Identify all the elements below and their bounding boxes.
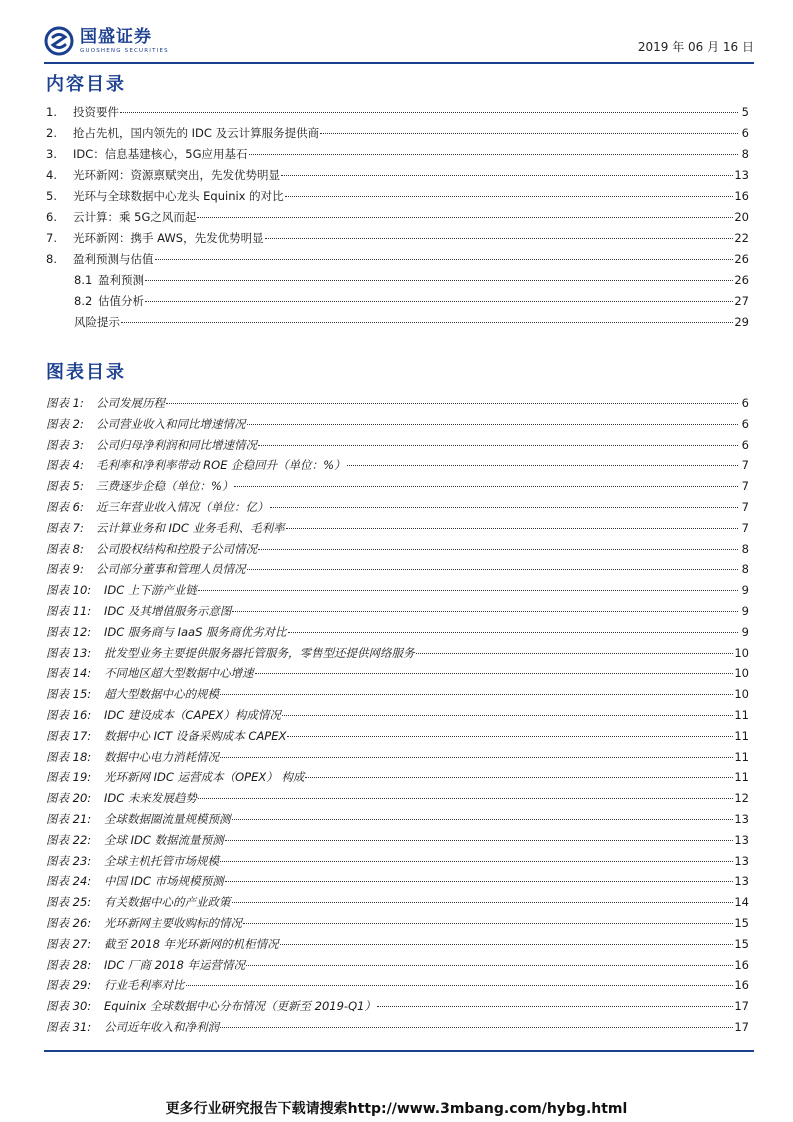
entry-page-number: 12	[734, 791, 749, 806]
entry-label: IDC 服务商与 IaaS 服务商优劣对比	[104, 624, 287, 639]
toc-entry[interactable]	[46, 293, 749, 314]
entry-number: 3.	[46, 147, 57, 161]
entry-number: 图表 6:	[46, 499, 84, 514]
dot-leader	[258, 445, 738, 446]
entry-number: 图表 20:	[46, 791, 92, 806]
entry-page-number: 15	[734, 915, 749, 930]
toc-heading: 内容目录	[46, 74, 126, 95]
entry-number: 图表 23:	[46, 853, 92, 868]
toc-entry[interactable]	[46, 769, 749, 790]
entry-label: 近三年营业收入情况（单位：亿）	[96, 499, 269, 514]
dot-leader	[280, 944, 734, 945]
toc-entry[interactable]	[46, 894, 749, 915]
entry-page-number: 26	[734, 273, 749, 287]
dot-leader	[225, 840, 734, 841]
toc-entry[interactable]	[46, 561, 749, 582]
entry-number: 图表 31:	[46, 1019, 92, 1034]
dot-leader	[121, 322, 733, 323]
toc-entry[interactable]	[46, 645, 749, 666]
entry-number: 5.	[46, 189, 57, 203]
entry-page-number: 13	[734, 168, 749, 182]
toc-entry[interactable]	[46, 416, 749, 437]
entry-page-number: 7	[741, 479, 749, 494]
dot-leader	[155, 259, 734, 260]
entry-label: 公司归母净利润和同比增速情况	[96, 437, 257, 452]
entry-page-number: 9	[741, 624, 749, 639]
guosheng-logo-icon	[44, 26, 74, 56]
entry-label: 盈利预测与估值	[73, 252, 154, 266]
dot-leader	[220, 694, 733, 695]
entry-number: 图表 14:	[46, 666, 92, 681]
entry-label: 有关数据中心的产业政策	[104, 895, 231, 910]
toc-entry[interactable]	[46, 686, 749, 707]
dot-leader	[255, 673, 734, 674]
entry-number: 图表 18:	[46, 749, 92, 764]
entry-label: 光环新网主要收购标的情况	[104, 915, 242, 930]
toc-entry[interactable]	[46, 209, 749, 230]
entry-page-number: 7	[741, 499, 749, 514]
dot-leader	[232, 819, 734, 820]
dot-leader	[145, 280, 733, 281]
entry-page-number: 13	[734, 853, 749, 868]
toc-entry[interactable]	[46, 230, 749, 251]
dot-leader	[416, 653, 734, 654]
entry-number: 图表 27:	[46, 936, 92, 951]
toc-entry[interactable]	[46, 272, 749, 293]
dot-leader	[220, 1027, 733, 1028]
logo-chinese-name: 国盛证券	[80, 26, 152, 47]
entry-page-number: 20	[734, 210, 749, 224]
dot-leader	[234, 486, 738, 487]
dot-leader	[247, 424, 739, 425]
toc-entry[interactable]	[46, 125, 749, 146]
entry-number: 8.2	[74, 294, 93, 308]
entry-label: IDC 建设成本（CAPEX）构成情况	[104, 707, 281, 722]
entry-number: 图表 24:	[46, 874, 92, 889]
toc-entry[interactable]	[46, 936, 749, 957]
dot-leader	[282, 715, 733, 716]
dot-leader	[166, 403, 738, 404]
entry-page-number: 7	[741, 458, 749, 473]
dot-leader	[198, 590, 738, 591]
toc-entry[interactable]	[46, 749, 749, 770]
entry-number: 4.	[46, 168, 57, 182]
entry-page-number: 13	[734, 832, 749, 847]
entry-label: 公司近年收入和净利润	[104, 1019, 219, 1034]
entry-page-number: 5	[741, 105, 749, 119]
entry-page-number: 26	[734, 252, 749, 266]
dot-leader	[232, 902, 734, 903]
dot-leader	[258, 549, 738, 550]
entry-number: 图表 13:	[46, 645, 92, 660]
entry-number: 图表 30:	[46, 999, 92, 1014]
toc-entry[interactable]	[46, 314, 749, 335]
entry-page-number: 6	[741, 437, 749, 452]
toc-entry[interactable]	[46, 998, 749, 1019]
toc-entry[interactable]	[46, 104, 749, 125]
dot-leader	[377, 1006, 733, 1007]
entry-label: 中国 IDC 市场规模预测	[104, 874, 224, 889]
entry-page-number: 11	[734, 770, 749, 785]
entry-label: 毛利率和净利率带动 ROE 企稳回升（单位：%）	[96, 458, 346, 473]
entry-label: IDC 及其增值服务示意图	[104, 603, 232, 618]
entry-page-number: 6	[741, 396, 749, 410]
entry-page-number: 27	[734, 294, 749, 308]
toc-entry[interactable]	[46, 728, 749, 749]
entry-page-number: 11	[734, 728, 749, 743]
dot-leader	[305, 777, 733, 778]
dot-leader	[249, 154, 738, 155]
toc-entry[interactable]	[46, 853, 749, 874]
dot-leader	[286, 528, 738, 529]
entry-page-number: 13	[734, 874, 749, 889]
entry-page-number: 16	[734, 957, 749, 972]
entry-page-number: 8	[741, 562, 749, 577]
toc-list	[46, 104, 749, 335]
entry-page-number: 13	[734, 811, 749, 826]
toc-entry[interactable]	[46, 395, 749, 416]
dot-leader	[197, 217, 733, 218]
entry-page-number: 6	[741, 416, 749, 431]
dot-leader	[198, 798, 733, 799]
entry-page-number: 22	[734, 231, 749, 245]
toc-entry[interactable]	[46, 832, 749, 853]
entry-label: 云计算：乘 5G之风而起	[73, 210, 197, 224]
entry-page-number: 9	[741, 603, 749, 618]
entry-number: 图表 3:	[46, 437, 84, 452]
entry-page-number: 11	[734, 707, 749, 722]
entry-page-number: 10	[734, 687, 749, 702]
entry-label: 估值分析	[98, 294, 144, 308]
entry-page-number: 6	[741, 126, 749, 140]
entry-page-number: 8	[741, 147, 749, 161]
entry-number: 图表 4:	[46, 458, 84, 473]
logo-english-name: GUOSHENG SECURITIES	[80, 47, 169, 54]
dot-leader	[288, 632, 738, 633]
entry-page-number: 11	[734, 749, 749, 764]
entry-number: 1.	[46, 105, 57, 119]
entry-label: 公司营业收入和同比增速情况	[96, 416, 246, 431]
toc-entry[interactable]	[46, 437, 749, 458]
entry-number: 图表 21:	[46, 811, 92, 826]
entry-label: 公司发展历程	[96, 396, 165, 410]
footer-divider	[44, 1050, 754, 1052]
header-divider	[44, 62, 754, 64]
entry-page-number: 16	[734, 189, 749, 203]
toc-entry[interactable]	[46, 624, 749, 645]
entry-label: 投资要件	[73, 105, 119, 119]
entry-number: 图表 8:	[46, 541, 84, 556]
entry-label: 风险提示	[74, 315, 120, 329]
toc-entry[interactable]	[46, 707, 749, 728]
entry-page-number: 16	[734, 978, 749, 993]
toc-entry[interactable]	[46, 499, 749, 520]
entry-label: 超大型数据中心的规模	[104, 687, 219, 702]
dot-leader	[287, 736, 733, 737]
entry-number: 图表 1:	[46, 396, 84, 410]
entry-number: 图表 29:	[46, 978, 92, 993]
entry-label: Equinix 全球数据中心分布情况（更新至 2019-Q1）	[104, 999, 376, 1014]
entry-number: 图表 10:	[46, 583, 92, 598]
entry-label: 全球数据圈流量规模预测	[104, 811, 231, 826]
dot-leader	[225, 881, 734, 882]
entry-label: IDC：信息基建核心，5G应用基石	[73, 147, 248, 161]
entry-label: 不同地区超大型数据中心增速	[104, 666, 254, 681]
entry-label: 光环新网：携手 AWS，先发优势明显	[73, 231, 264, 245]
entry-number: 图表 5:	[46, 479, 84, 494]
entry-label: 公司股权结构和控股子公司情况	[96, 541, 257, 556]
toc-entry[interactable]	[46, 790, 749, 811]
dot-leader	[220, 861, 733, 862]
toc-entry[interactable]	[46, 1019, 749, 1040]
page-header	[44, 22, 754, 62]
dot-leader	[232, 611, 738, 612]
entry-page-number: 14	[734, 895, 749, 910]
toc-entry[interactable]	[46, 520, 749, 541]
entry-page-number: 17	[734, 999, 749, 1014]
dot-leader	[320, 133, 738, 134]
entry-label: 光环与全球数据中心龙头 Equinix 的对比	[73, 189, 284, 203]
toc-entry[interactable]	[46, 167, 749, 188]
dot-leader	[270, 507, 739, 508]
entry-number: 图表 28:	[46, 957, 92, 972]
footer-text: 更多行业研究报告下载请搜索http://www.3mbang.com/hybg.html	[165, 1101, 628, 1117]
entry-label: 全球主机托管市场规模	[104, 853, 219, 868]
entry-label: 全球 IDC 数据流量预测	[104, 832, 224, 847]
dot-leader	[186, 985, 734, 986]
entry-page-number: 9	[741, 583, 749, 598]
entry-label: 数据中心电力消耗情况	[104, 749, 219, 764]
dot-leader	[120, 112, 738, 113]
entry-number: 图表 9:	[46, 562, 84, 577]
entry-label: 三费逐步企稳（单位：%）	[96, 479, 234, 494]
company-logo	[44, 24, 169, 58]
toc-entry[interactable]	[46, 188, 749, 209]
toc-entry[interactable]	[46, 478, 749, 499]
entry-number: 图表 2:	[46, 416, 84, 431]
toc-entry[interactable]	[46, 251, 749, 272]
figures-heading: 图表目录	[46, 362, 126, 383]
dot-leader	[247, 569, 739, 570]
entry-label: IDC 厂商 2018 年运营情况	[104, 957, 246, 972]
entry-label: 抢占先机，国内领先的 IDC 及云计算服务提供商	[73, 126, 320, 140]
entry-number: 图表 16:	[46, 707, 92, 722]
toc-entry[interactable]	[46, 915, 749, 936]
entry-page-number: 15	[734, 936, 749, 951]
entry-page-number: 29	[734, 315, 749, 329]
dot-leader	[145, 301, 733, 302]
toc-entry[interactable]	[46, 582, 749, 603]
entry-label: 行业毛利率对比	[104, 978, 185, 993]
entry-page-number: 10	[734, 666, 749, 681]
toc-entry[interactable]	[46, 977, 749, 998]
toc-entry[interactable]	[46, 957, 749, 978]
toc-entry[interactable]	[46, 146, 749, 167]
entry-page-number: 10	[734, 645, 749, 660]
entry-number: 7.	[46, 231, 57, 245]
entry-label: 批发型业务主要提供服务器托管服务，零售型还提供网络服务	[104, 645, 415, 660]
entry-label: IDC 未来发展趋势	[104, 791, 197, 806]
entry-number: 图表 19:	[46, 770, 92, 785]
entry-number: 2.	[46, 126, 57, 140]
toc-entry[interactable]	[46, 541, 749, 562]
toc-entry[interactable]	[46, 603, 749, 624]
figures-list	[46, 395, 749, 1040]
dot-leader	[285, 196, 734, 197]
entry-number: 图表 12:	[46, 624, 92, 639]
entry-number: 图表 11:	[46, 603, 92, 618]
entry-number: 图表 15:	[46, 687, 92, 702]
dot-leader	[243, 923, 733, 924]
entry-number: 8.1	[74, 273, 93, 287]
entry-number: 8.	[46, 252, 57, 266]
entry-number: 图表 26:	[46, 915, 92, 930]
entry-label: 公司部分董事和管理人员情况	[96, 562, 246, 577]
dot-leader	[246, 965, 733, 966]
report-date: 2019 年 06 月 16 日	[637, 40, 754, 54]
entry-page-number: 7	[741, 520, 749, 535]
entry-page-number: 8	[741, 541, 749, 556]
dot-leader	[281, 175, 733, 176]
dot-leader	[347, 465, 738, 466]
entry-label: 光环新网：资源禀赋突出，先发优势明显	[73, 168, 280, 182]
toc-entry[interactable]	[46, 873, 749, 894]
entry-number: 图表 25:	[46, 895, 92, 910]
dot-leader	[265, 238, 734, 239]
toc-entry[interactable]	[46, 665, 749, 686]
entry-label: 光环新网 IDC 运营成本（OPEX） 构成	[104, 770, 305, 785]
entry-label: 云计算业务和 IDC 业务毛利、毛利率	[96, 520, 285, 535]
entry-number: 6.	[46, 210, 57, 224]
entry-label: 盈利预测	[98, 273, 144, 287]
dot-leader	[220, 757, 733, 758]
entry-label: 截至 2018 年光环新网的机柜情况	[104, 936, 279, 951]
entry-label: IDC 上下游产业链	[104, 583, 197, 598]
entry-label: 数据中心 ICT 设备采购成本 CAPEX	[104, 728, 287, 743]
entry-number: 图表 7:	[46, 520, 84, 535]
entry-number: 图表 17:	[46, 728, 92, 743]
entry-page-number: 17	[734, 1019, 749, 1034]
toc-entry[interactable]	[46, 811, 749, 832]
toc-entry[interactable]	[46, 457, 749, 478]
entry-number: 图表 22:	[46, 832, 92, 847]
